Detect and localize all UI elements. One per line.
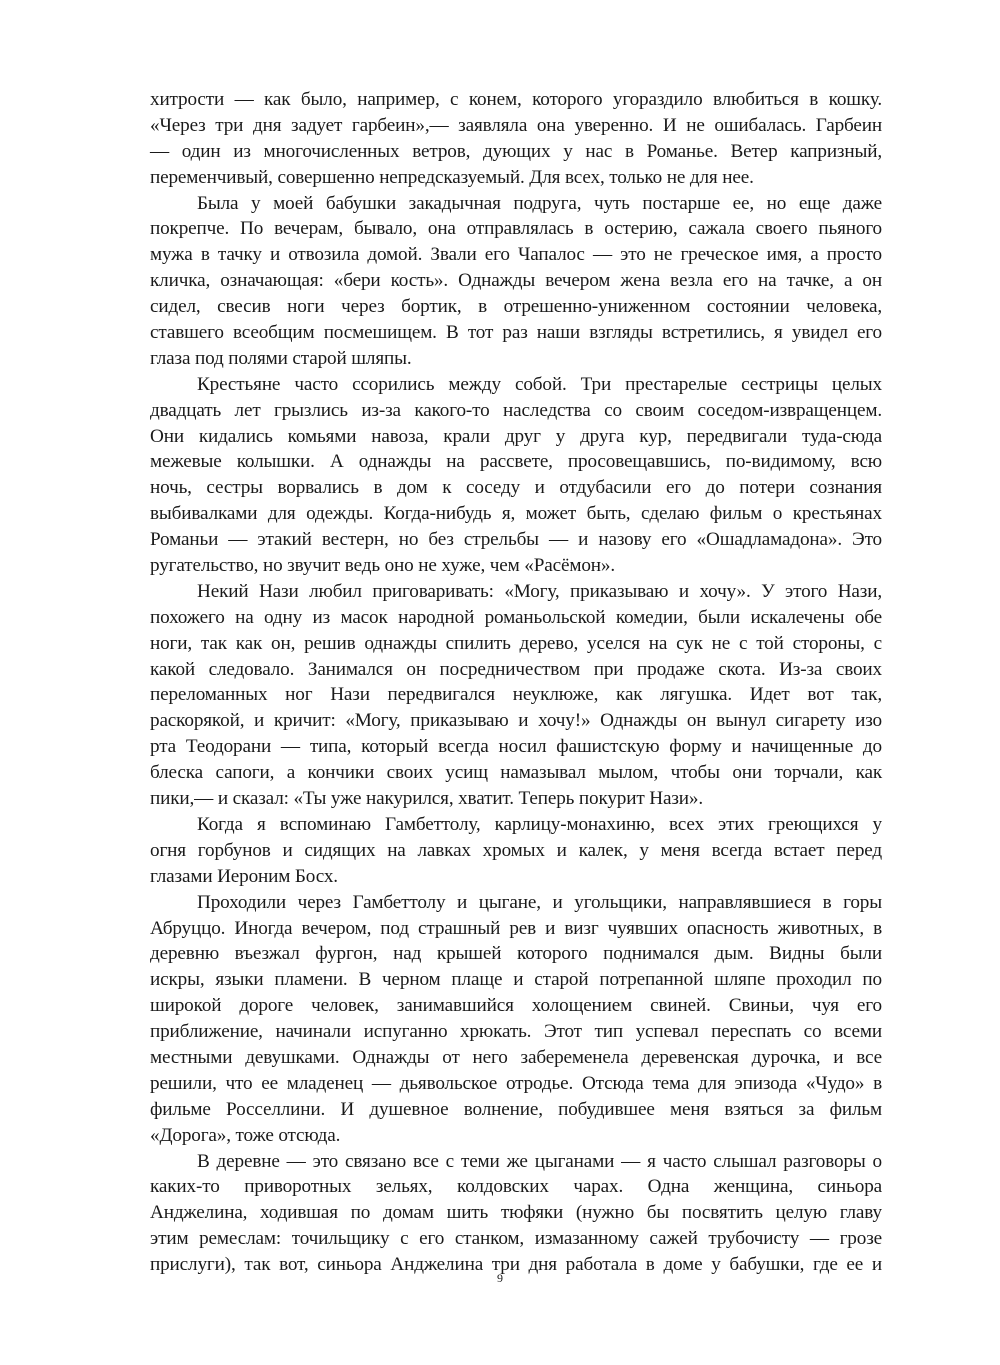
text-line: каких-то приворотных зельях, колдовских чарах. Одна женщина, синьора bbox=[150, 1176, 882, 1198]
paragraph bbox=[150, 87, 882, 191]
text-line: Крестьяне часто ссорились между собой. Три престарелые сестрицы целых bbox=[197, 373, 882, 395]
text-line: переломанных ног Нази передвигался неуклюже, как лягушка. Идет вот так, bbox=[150, 684, 882, 706]
paragraph bbox=[150, 1149, 882, 1278]
text-line: решили, что ее младенец — дьявольское отродье. Отсюда тема для эпизода «Чудо» в bbox=[150, 1072, 882, 1094]
text-line: глазами Иероним Босх. bbox=[150, 865, 338, 887]
text-line: Романьи — этакий вестерн, но без стрельбы — и назову его «Ошадламадона». Это bbox=[150, 529, 882, 551]
text-line: Проходили через Гамбеттолу и цыгане, и угольщики, направлявшиеся в горы bbox=[197, 891, 882, 913]
text-line: какой следовало. Занимался он посредничеством при продаже скота. Из-за своих bbox=[150, 658, 882, 680]
text-line: двадцать лет грызлись из-за какого-то наследства со своим соседом-извращенцем. bbox=[150, 399, 882, 421]
text-line: деревню въезжал фургон, над крышей которого поднимался дым. Видны были bbox=[150, 943, 882, 965]
text-line: межевые колышки. А однажды на рассвете, просовещавшись, по-видимому, всю bbox=[150, 451, 882, 473]
text-line: покрепче. По вечерам, бывало, она отправлялась в остерию, сажала своего пьяного bbox=[150, 218, 882, 240]
text-line: блеска сапоги, а кончики своих усищ намазывал мылом, чтобы они торчали, как bbox=[150, 762, 882, 784]
text-line: прислуги), так вот, синьора Анджелина три дня работала в доме у бабушки, где ее и bbox=[150, 1254, 882, 1276]
text-line: Абруццо. Иногда вечером, под страшный рев и визг чуявших опасность животных, в bbox=[150, 917, 882, 939]
paragraph bbox=[150, 812, 882, 890]
text-line: переменчивый, совершенно непредсказуемый. Для всех, только не для нее. bbox=[150, 166, 754, 188]
text-line: этим ремеслам: точильщику с его станком, измазанному сажей трубочисту — грозе bbox=[150, 1228, 882, 1250]
text-line: выбивалками для одежды. Когда-нибудь я, может быть, сделаю фильм о крестьянах bbox=[150, 503, 882, 525]
text-line: глаза под полями старой шляпы. bbox=[150, 347, 412, 369]
text-line: ноги, так как он, решив однажды спилить дерево, уселся на сук не с той стороны, с bbox=[150, 632, 882, 654]
text-line: местными девушками. Однажды от него забеременела деревенская дурочка, и все bbox=[150, 1046, 882, 1068]
text-line: огня горбунов и сидящих на лавках хромых и калек, у меня всегда встает перед bbox=[150, 839, 882, 861]
text-line: ночь, сестры ворвались в дом к соседу и отдубасили его до потери сознания bbox=[150, 477, 882, 499]
text-line: похожего на одну из масок народной романьольской комедии, были искалечены обе bbox=[150, 606, 882, 628]
text-line: пики,— и сказал: «Ты уже накурился, хватит. Теперь покурит Нази». bbox=[150, 788, 703, 810]
page-number: 9 bbox=[497, 1271, 503, 1285]
text-line: Некий Нази любил приговаривать: «Могу, приказываю и хочу». У этого Нази, bbox=[197, 580, 882, 602]
text-line: Они кидались комьями навоза, крали друг у друга кур, передвигали туда-сюда bbox=[150, 425, 882, 447]
text-line: искры, языки пламени. В черном плаще и старой потрепанной шляпе проходил по bbox=[150, 969, 882, 991]
paragraph bbox=[150, 890, 882, 1149]
text-line: Была у моей бабушки закадычная подруга, чуть постарше ее, но еще даже bbox=[197, 192, 882, 214]
text-line: приближение, начинали испуганно хрюкать. Этот тип успевал переспать со всеми bbox=[150, 1021, 882, 1043]
text-line: «Через три дня задует гарбеин»,— заявляла она уверенно. И не ошибалась. Гарбеин bbox=[150, 114, 882, 136]
paragraph bbox=[150, 579, 882, 812]
text-line: ругательство, но звучит ведь оно не хуже, чем «Расёмон». bbox=[150, 555, 615, 577]
text-line: широкой дороге человек, занимавшийся холощением свиней. Свиньи, чуя его bbox=[150, 995, 882, 1017]
text-line: фильме Росселлини. И душевное волнение, побудившее меня взяться за фильм bbox=[150, 1098, 882, 1120]
text-line: Анджелина, ходившая по домам шить тюфяки (нужно бы посвятить целую главу bbox=[150, 1202, 882, 1224]
text-line: кличка, означающая: «бери кость». Однажды вечером жена везла его на тачке, а он bbox=[150, 270, 882, 292]
text-line: — один из многочисленных ветров, дующих у нас в Романье. Ветер капризный, bbox=[150, 140, 882, 162]
text-line: «Дорога», тоже отсюда. bbox=[150, 1124, 341, 1146]
paragraph bbox=[150, 191, 882, 372]
text-line: хитрости — как было, например, с конем, которого угораздило влюбиться в кошку. bbox=[150, 89, 882, 110]
text-line: рта Теодорани — типа, который всегда носил фашистскую форму и начищенные до bbox=[150, 736, 882, 758]
text-line: Когда я вспоминаю Гамбеттолу, карлицу-монахиню, всех этих греющихся у bbox=[197, 813, 882, 835]
paragraph bbox=[150, 372, 882, 579]
page-body-text bbox=[150, 87, 882, 1278]
text-line: ставшего всеобщим посмешищем. В тот раз наши взгляды встретились, я увидел его bbox=[150, 322, 882, 344]
text-line: В деревне — это связано все с теми же цыганами — я часто слышал разговоры о bbox=[197, 1150, 882, 1172]
text-line: раскорякой, и кричит: «Могу, приказываю и хочу!» Однажды он вынул сигарету изо bbox=[150, 710, 882, 732]
text-line: мужа в тачку и отвозила домой. Звали его Чапалос — это не греческое имя, а просто bbox=[150, 244, 882, 266]
text-line: сидел, свесив ноги через бортик, в отрешенно-униженном состоянии человека, bbox=[150, 296, 882, 318]
